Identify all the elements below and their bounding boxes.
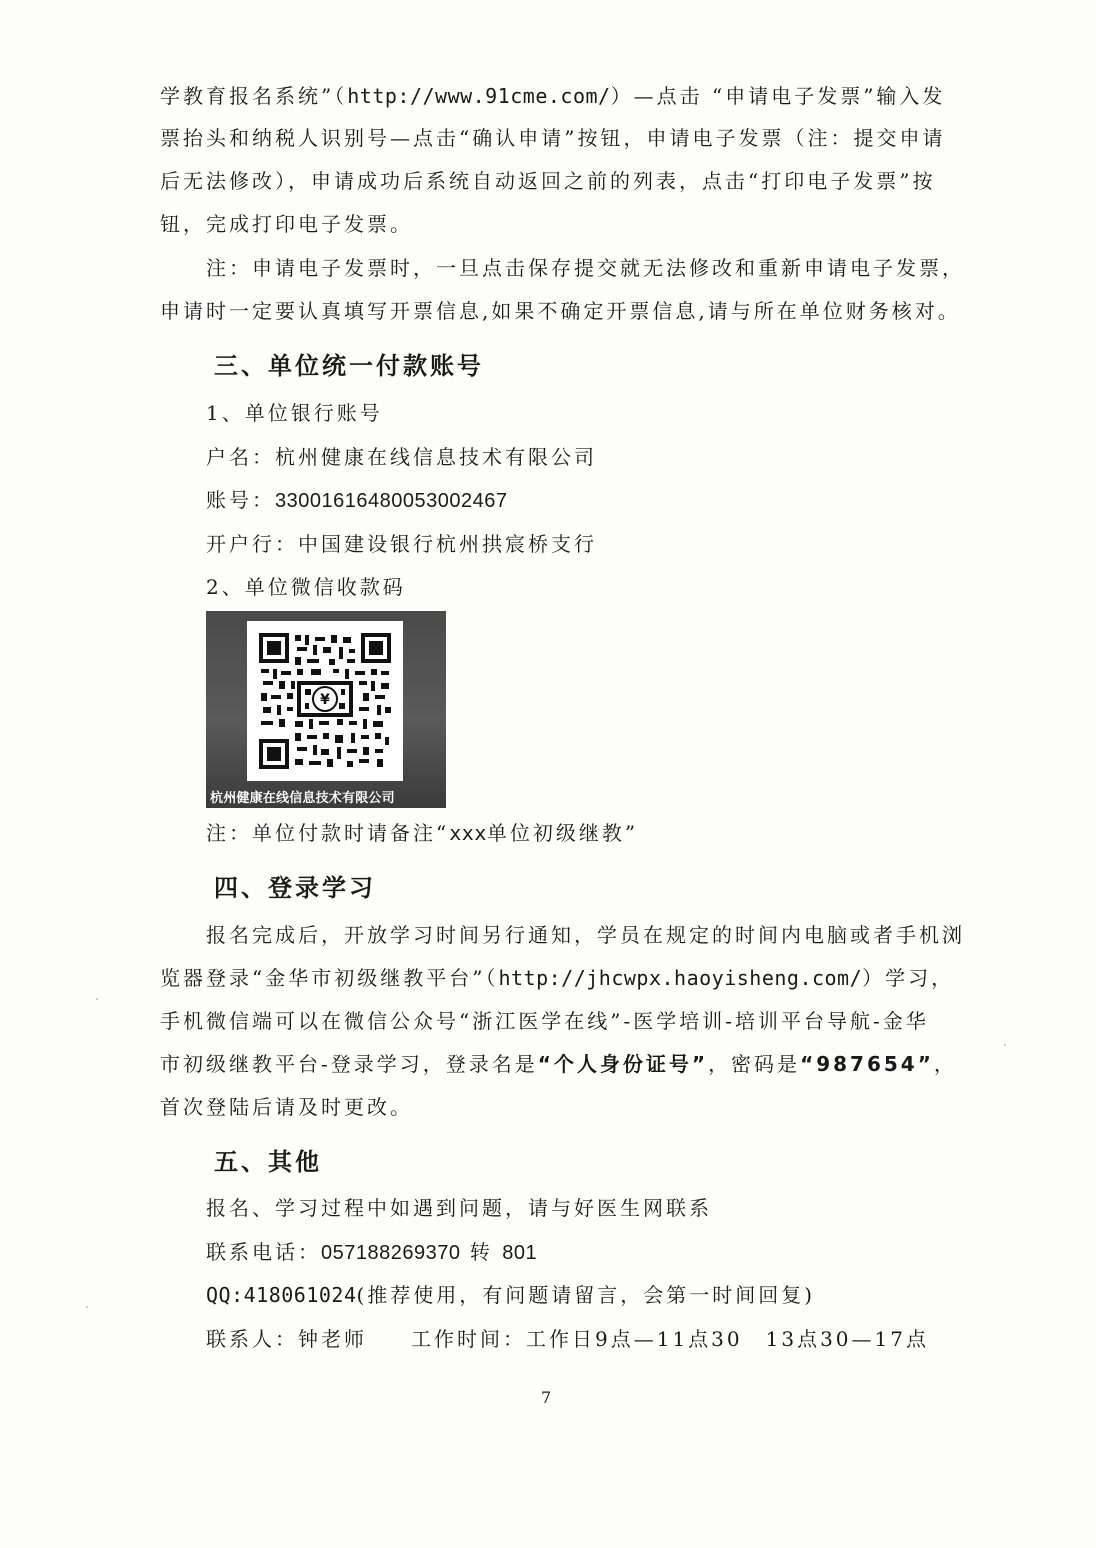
hours-label: 工作时间：	[411, 1327, 526, 1351]
wechat-payment-qr-panel	[206, 611, 446, 808]
scan-speck	[86, 1306, 88, 1308]
qr-caption: 杭州健康在线信息技术有限公司	[210, 791, 395, 806]
page-number: 7	[541, 1388, 552, 1407]
qq-value: 418061024	[243, 1283, 357, 1307]
account-name-value: 杭州健康在线信息技术有限公司	[275, 445, 597, 469]
password-emphasis: “987654”	[800, 1052, 934, 1076]
qq-label: QQ:	[206, 1283, 244, 1307]
section-3-heading: 三、单位统一付款账号	[214, 352, 484, 380]
section-4-heading: 四、登录学习	[214, 874, 376, 902]
svg-text:¥: ¥	[320, 692, 330, 708]
text-span: 注：单位付款时请备注“	[206, 821, 450, 845]
text-span: ，	[933, 1052, 957, 1076]
scan-speck	[1004, 1044, 1006, 1046]
contact-phone-line	[206, 1238, 986, 1267]
phone-value: 057188269370	[321, 1242, 461, 1264]
login-paragraph-line-1: 报名完成后，开放学习时间另行通知，学员在规定的时间内电脑或者手机浏	[206, 923, 965, 947]
invoice-paragraph-line-2: 票抬头和纳税人识别号—点击“确认申请”按钮，申请电子发票（注：提交申请	[160, 126, 946, 150]
login-paragraph-line-5: 首次登陆后请及时更改。	[160, 1095, 413, 1119]
platform-url: http://jhcwpx.haoyisheng.com/	[498, 966, 863, 990]
invoice-paragraph-line-3: 后无法修改），申请成功后系统自动返回之前的列表，点击“打印电子发票”按	[160, 169, 936, 193]
registration-url: http://www.91cme.com/	[347, 84, 611, 108]
phone-ext-value: 801	[502, 1242, 538, 1264]
contact-person-line	[206, 1325, 936, 1353]
qq-note: (推荐使用，有问题请留言，会第一时间回复)	[356, 1283, 816, 1307]
account-name-label: 户名：	[206, 445, 275, 469]
hours-value: 工作日9点—11点30 13点30—17点	[526, 1327, 929, 1351]
contact-value: 钟老师	[298, 1327, 367, 1351]
contact-intro: 报名、学习过程中如遇到问题，请与好医生网联系	[206, 1196, 712, 1220]
section-5-heading: 五、其他	[214, 1148, 322, 1176]
bank-label: 开户行：	[206, 532, 298, 556]
phone-ext-label: 转	[469, 1240, 493, 1264]
text-span: 学教育报名系统”（	[160, 84, 348, 108]
text-span: xxx	[449, 821, 487, 845]
invoice-note-line-1: 注：申请电子发票时，一旦点击保存提交就无法修改和重新申请电子发票，	[206, 256, 965, 280]
text-span: 单位初级继教”	[486, 821, 639, 845]
login-name-emphasis: “个人身份证号”	[537, 1052, 709, 1076]
wechat-qr-subheading: 2、单位微信收款码	[206, 575, 406, 599]
text-span: 览器登录“金华市初级继教平台”（	[160, 966, 499, 990]
qr-code-background	[247, 621, 403, 781]
invoice-paragraph-line-1	[160, 82, 946, 110]
bank-line	[206, 530, 986, 558]
wechat-pay-qr-code-icon	[259, 633, 391, 769]
text-span: ）学习，	[862, 966, 955, 990]
invoice-note-line-2: 申请时一定要认真填写开票信息,如果不确定开票信息,请与所在单位财务核对。	[160, 299, 961, 323]
scan-speck	[96, 998, 98, 1000]
login-paragraph-line-2	[160, 964, 955, 992]
account-number-line	[206, 486, 986, 515]
account-number-value: 33001616480053002467	[275, 490, 508, 512]
account-number-label: 账号：	[206, 488, 275, 512]
login-paragraph-line-4	[160, 1050, 957, 1078]
contact-qq-line	[206, 1281, 986, 1309]
login-paragraph-line-3: 手机微信端可以在微信公众号“浙江医学在线”-医学培训-培训平台导航-金华	[160, 1009, 929, 1033]
payment-remark-note	[206, 819, 986, 847]
bank-account-subheading: 1、单位银行账号	[206, 401, 383, 425]
phone-label: 联系电话：	[206, 1240, 321, 1264]
invoice-paragraph-line-4: 钮，完成打印电子发票。	[160, 212, 413, 236]
text-span: ）—点击 “申请电子发票”输入发	[610, 84, 946, 108]
text-span: 市初级继教平台-登录学习，登录名是	[160, 1052, 538, 1076]
contact-label: 联系人：	[206, 1327, 298, 1351]
bank-value: 中国建设银行杭州拱宸桥支行	[298, 532, 597, 556]
text-span: ，密码是	[708, 1052, 801, 1076]
account-name-line	[206, 443, 986, 471]
